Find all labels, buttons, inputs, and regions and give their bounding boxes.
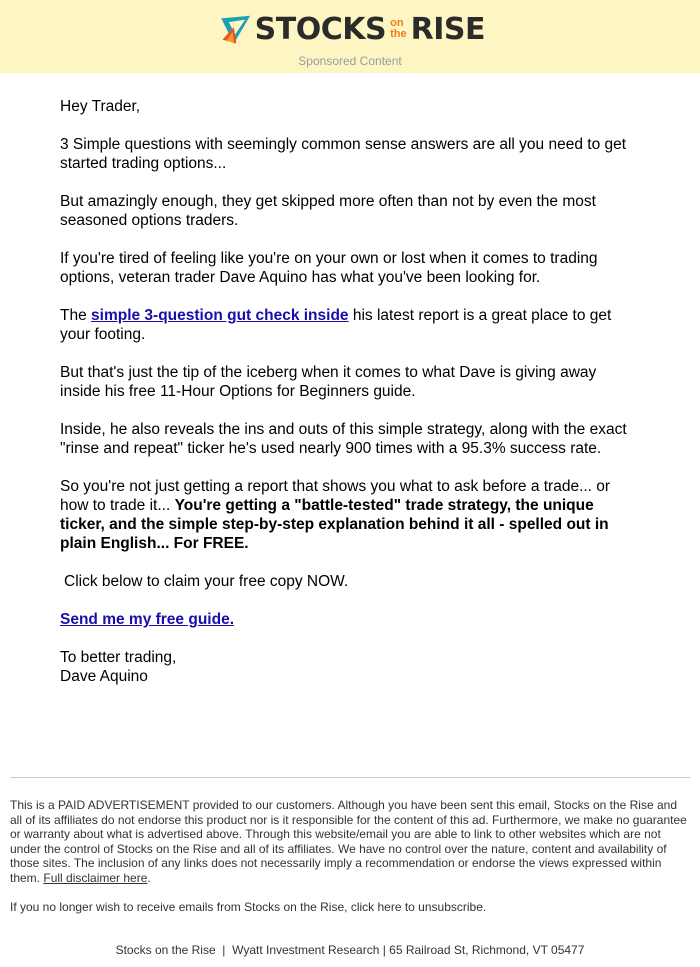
greeting: Hey Trader, [60,98,141,115]
signer-name: Dave Aquino [60,668,148,685]
header-banner [0,0,700,73]
free-guide-link[interactable]: Send me my free guide. [60,611,234,628]
p7-bold: You're getting a "battle-tested" trade strategy, the unique ticker, and the simple step-by-step explanation behind it all - spelled out in plain English... For FREE. [60,497,609,552]
paragraph-7 [60,477,635,553]
full-disclaimer-link[interactable]: Full disclaimer here [43,870,148,885]
disclaimer-text: This is a PAID ADVERTISEMENT provided to our customers. Although you have been sent this email, Stocks on the Rise and all of its affiliates do not endorse this product nor is it responsible for the content of this ad. Furthermore, we make no guarantee or warranty about what is advertised above. Through this website/email you are able to link to other websites which are not under the control of Stocks on the Rise and all of its affiliates. We have no control over the nature, content and availability of those sites. The inclusion of any links does not necessarily imply a recommendation or endorse the views expressed within them. [10,798,687,885]
paragraph-8: Click below to claim your free copy NOW. [64,573,349,590]
footer-address [0,943,700,957]
cta-paragraph [60,610,635,629]
sponsored-label: Sponsored Content [298,54,402,68]
p4-pre: The [60,307,92,324]
p4-post: his latest report is a great place to get your footing. [60,307,612,343]
paragraph-3: If you're tired of feeling like you're on your own or lost when it comes to trading options, veteran trader Dave Aquino has what you've been looking for. [60,250,598,286]
paragraph-1: 3 Simple questions with seemingly common sense answers are all you need to get started trading options... [60,136,627,172]
gut-check-link[interactable]: simple 3-question gut check inside [91,307,349,324]
signoff: To better trading, [60,649,177,666]
disclaimer [10,798,690,885]
logo-small-words [390,18,407,40]
paragraph-6: Inside, he also reveals the ins and outs of this simple strategy, along with the exact "rinse and repeat" ticker he's used nearly 900 times with a 95.3% success rate. [60,421,627,457]
paragraph-5: But that's just the tip of the iceberg when it comes to what Dave is giving away inside his free 11-Hour Options for Beginners guide. [60,364,597,400]
email-body [60,97,635,686]
unsubscribe-text[interactable]: If you no longer wish to receive emails from Stocks on the Rise, click here to unsubscribe. [10,900,487,914]
p7-pre: So you're not just getting a report that shows you what to ask before a trade... or how to trade it... [60,478,611,514]
paragraph-2: But amazingly enough, they get skipped more often than not by even the most seasoned options traders. [60,193,596,229]
triangle-logo-icon [220,4,253,54]
logo-word-rise: RISE [410,11,485,47]
divider [10,777,690,778]
paragraph-4 [60,306,635,344]
logo-word-on: on [390,17,404,29]
brand-logo[interactable] [220,4,485,54]
signature [60,648,635,686]
address-text: Stocks on the Rise | Wyatt Investment Research | 65 Railroad St, Richmond, VT 05477 [115,943,585,957]
logo-wordmark [255,12,485,47]
logo-word-stocks: STOCKS [254,11,387,47]
logo-word-the: the [390,28,407,40]
disclaimer-end: . [147,870,151,885]
